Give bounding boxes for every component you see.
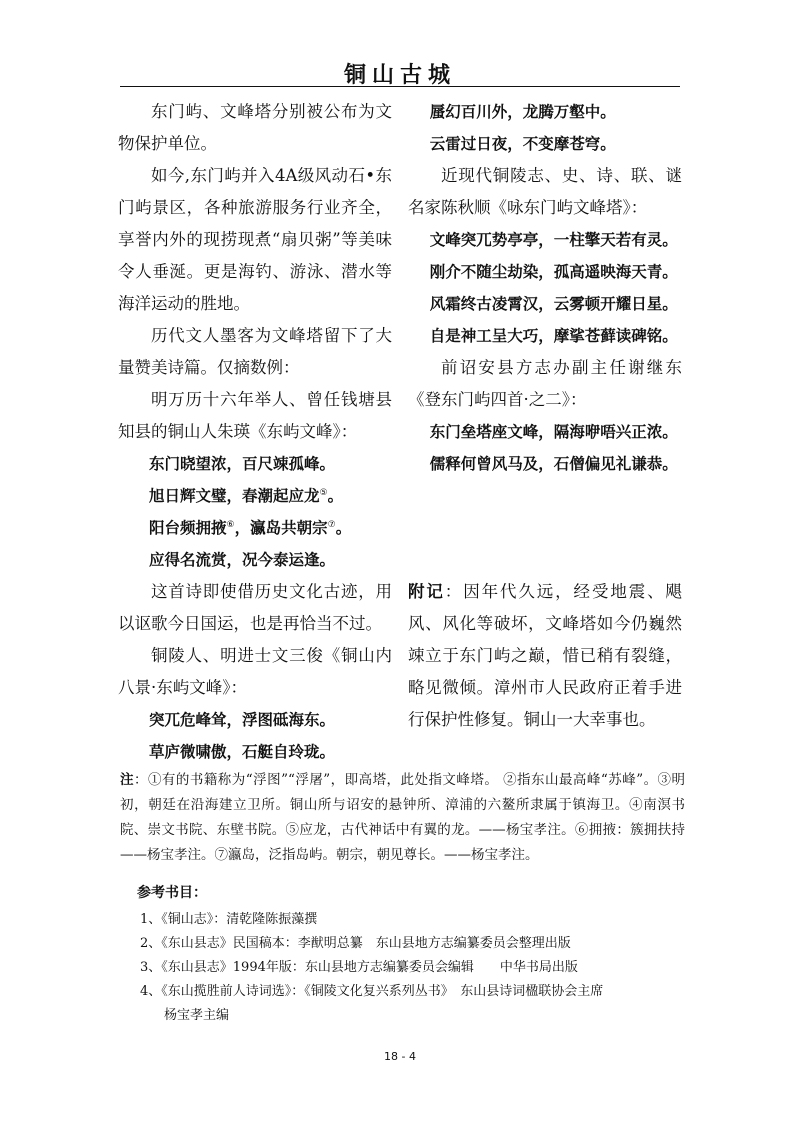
verse-text: 阳台频拥掖 [149, 519, 227, 537]
poem-1-line-2 [118, 480, 392, 512]
paragraph-8: 前诏安县方志办副主任谢继东《登东门屿四首·之二》： [408, 358, 682, 409]
page-header-title: 铜山古城 [343, 62, 456, 88]
poem-4-line-1: 东门垒塔座文峰，隔海咿唔兴正浓。 [429, 423, 678, 441]
reference-item [140, 932, 685, 956]
left-column [118, 96, 392, 768]
paragraph-7: 近现代铜陵志、史、诗、联、谜名家陈秋顺《咏东门屿文峰塔》： [408, 166, 682, 217]
reference-text: 2、《东山县志》民国稿本：李猷明总纂 东山县地方志编纂委员会整理出版 [140, 936, 571, 951]
verse-text: 旭日辉文璧，春潮起应龙 [149, 487, 320, 505]
verse-tail: 。 [327, 487, 344, 505]
references-list [140, 908, 685, 1028]
reference-item [140, 980, 685, 1028]
poem-1-line-4: 应得名流赏，况今泰运逢。 [149, 551, 336, 569]
paragraph-5: 这首诗即使借历史文化古迹，用以讴歌今日国运，也是再恰当不过。 [118, 582, 392, 633]
addendum-label: 附记 [408, 582, 445, 601]
poem-4-line-2: 儒释何曾风马及，石僧偏见礼谦恭。 [429, 455, 678, 473]
right-column [408, 96, 682, 736]
paragraph-2: 如今,东门屿并入4A级风动石•东门屿景区，各种旅游服务行业齐全，享誉内外的现捞现煮“扇贝粥”等美味令人垂涎。更是海钓、游泳、潜水等海洋运动的胜地。 [118, 166, 392, 313]
poem-2-line-3: 蜃幻百川外，龙腾万壑中。 [429, 103, 616, 121]
reference-continuation: 杨宝孝主编 [164, 1008, 230, 1023]
poem-2-line-2: 草庐微啸傲，石艇自玲珑。 [149, 743, 336, 761]
poem-2-line-4: 云雷过日夜，不变摩苍穹。 [429, 135, 616, 153]
footnote-marker: ⑤ [319, 487, 328, 498]
poem-3-line-3: 风霜终古凌霄汉，云雾顿开耀日星。 [429, 295, 678, 313]
reference-item [140, 956, 685, 980]
footnote-marker: ⑥ [226, 519, 235, 530]
header-rule [120, 86, 680, 87]
poem-3-line-2: 刚介不随尘劫染，孤高遥映海天青。 [429, 263, 678, 281]
reference-text: 4、《东山揽胜前人诗词选》：《铜陵文化复兴系列丛书》 东山县诗词楹联协会主席 [140, 984, 604, 999]
reference-text: 3、《东山县志》1994年版：东山县地方志编纂委员会编辑 中华书局出版 [140, 960, 578, 975]
reference-text: 1、《铜山志》：清乾隆陈振藻撰 [140, 912, 318, 927]
reference-item [140, 908, 685, 932]
poem-3-line-1: 文峰突兀势亭亭，一柱擎天若有灵。 [429, 231, 678, 249]
paragraph-3: 历代文人墨客为文峰塔留下了大量赞美诗篇。仅摘数例： [118, 326, 392, 377]
addendum-paragraph [408, 576, 682, 736]
verse-text-2: ，瀛岛共朝宗 [234, 519, 328, 537]
verse-tail: 。 [335, 519, 352, 537]
footnote-marker: ⑦ [327, 519, 336, 530]
addendum-text: ：因年代久远，经受地震、飓风、风化等破坏，文峰塔如今仍巍然竦立于东门屿之巅，惜已稍有裂缝，略见微倾。漳州市人民政府正着手进行保护性修复。铜山一大幸事也。 [408, 582, 683, 729]
poem-2-line-1: 突兀危峰耸，浮图砥海东。 [149, 711, 336, 729]
page-number: 18 - 4 [384, 1050, 416, 1063]
footnotes-label: 注 [120, 772, 134, 788]
poem-1-line-1: 东门晓望浓，百尺竦孤峰。 [149, 455, 336, 473]
paragraph-4: 明万历十六年举人、曾任钱塘县知县的铜山人朱瑛《东屿文峰》： [118, 390, 392, 441]
poem-3-line-4: 自是神工呈大巧，摩挲苍藓读碑铭。 [429, 327, 678, 345]
poem-1-line-3 [118, 512, 392, 544]
footnotes [120, 768, 685, 868]
column-spacer [408, 480, 682, 576]
references-title: 参考书目： [137, 885, 207, 901]
paragraph-6: 铜陵人、明进士文三俊《铜山内八景·东屿文峰》： [118, 646, 392, 697]
footnotes-text: ：①有的书籍称为“浮图”“浮屠”，即高塔，此处指文峰塔。 ②指东山最高峰“苏峰”。③明初，朝廷在沿海建立卫所。铜山所与诏安的悬钟所、漳浦的六鳌所隶属于镇海卫。④南溟书院、崇文书院、东壁书院。⑤应龙，古代神话中有翼的龙。——杨宝孝注。⑥拥掖：簇拥扶持——杨宝孝注。⑦瀛岛，泛指岛屿。朝宗，朝见尊长。——杨宝孝注。 [120, 772, 686, 863]
paragraph-1: 东门屿、文峰塔分别被公布为文物保护单位。 [118, 102, 392, 153]
